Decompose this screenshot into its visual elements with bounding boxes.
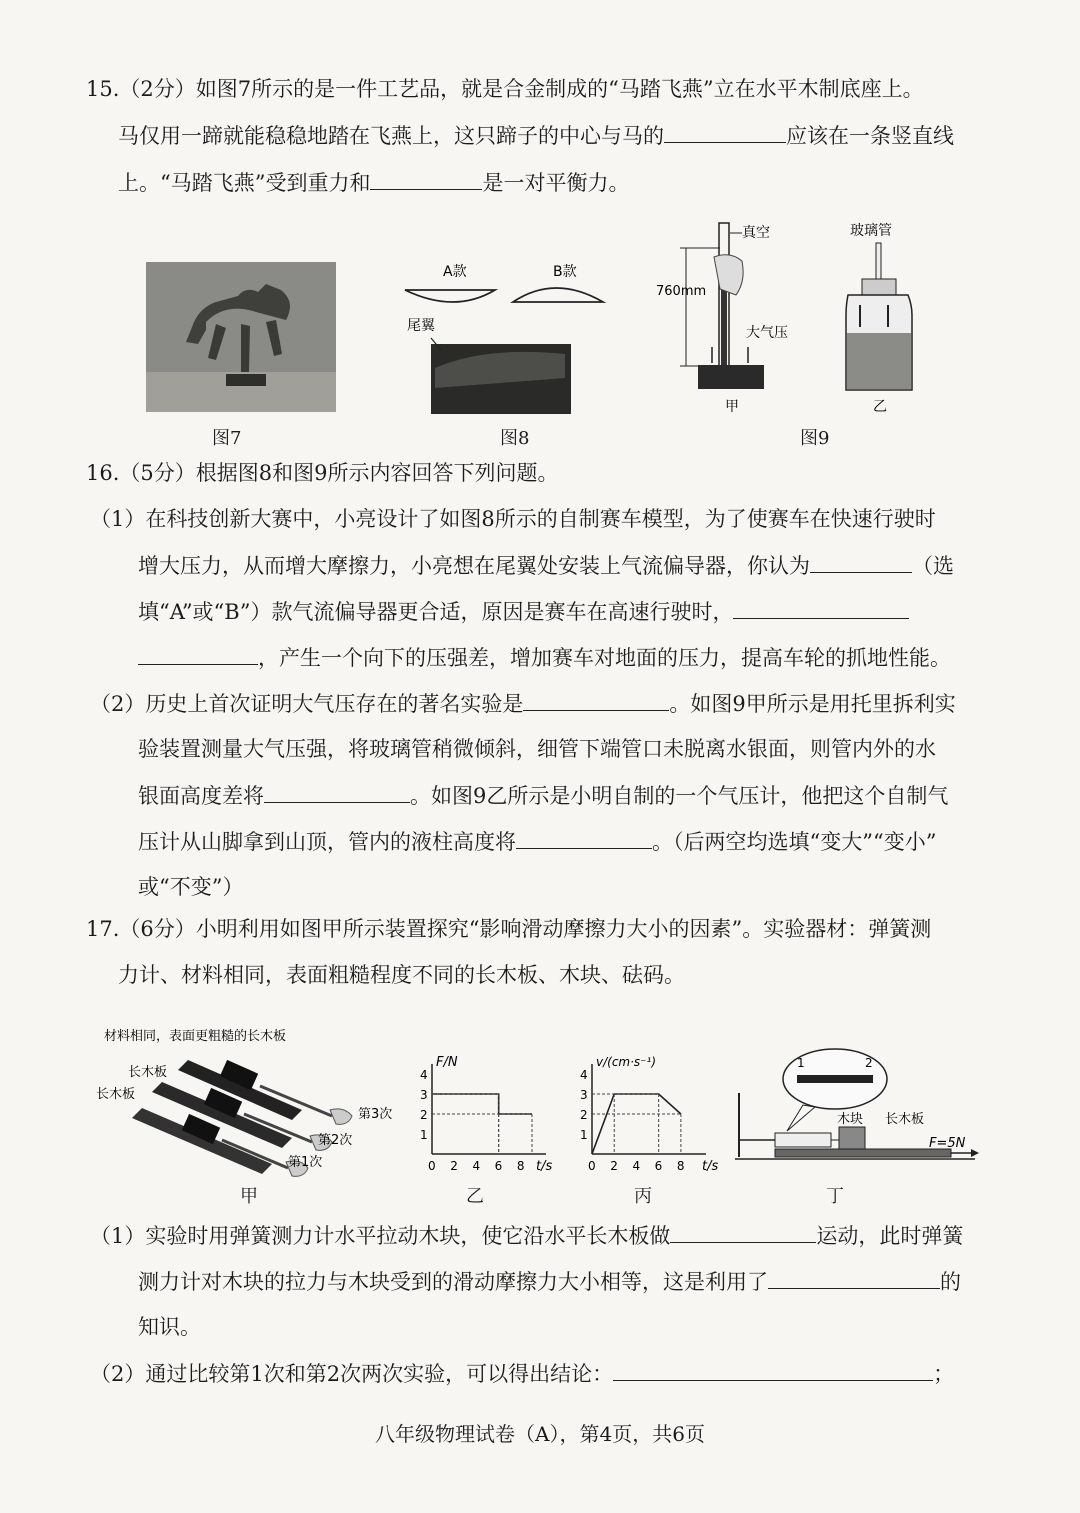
yi-xtick: 8	[516, 1159, 525, 1173]
answer-blank[interactable]	[664, 120, 786, 143]
q16-text: 压计从山脚拿到山顶，管内的液柱高度将	[138, 830, 516, 854]
q17-p1-line1	[90, 1220, 963, 1251]
answer-blank[interactable]	[670, 1220, 816, 1243]
figure8-caption: 图8	[500, 428, 530, 449]
figure7-horse-photo	[146, 262, 336, 412]
label-b: B款	[553, 264, 577, 280]
q16-text: 填“A”或“B”）款气流偏导器更合适，原因是赛车在高速行驶时，	[138, 600, 734, 624]
q16-text: （2）历史上首次证明大气压存在的著名实验是	[90, 692, 524, 716]
bing-ytick: 4	[580, 1068, 588, 1082]
q16-p1-line2	[138, 550, 954, 581]
q17-text: ；	[933, 1362, 955, 1386]
q17-line1: 17.（6分）小明利用如图甲所示装置探究“影响滑动摩擦力大小的因素”。实验器材：弹簧测	[86, 917, 932, 941]
yi-xtick: 6	[494, 1159, 503, 1173]
long-board	[775, 1149, 951, 1157]
label-board-1: 长木板	[128, 1065, 168, 1080]
answer-blank[interactable]	[523, 688, 669, 711]
q16-p1-line3	[138, 596, 909, 627]
q15-line3	[118, 167, 629, 198]
figure-bing-velocity-chart	[570, 1050, 730, 1180]
q16-text: 。如图9甲所示是用托里拆利实	[669, 692, 956, 716]
q16-p2-line3	[138, 780, 948, 811]
q15-text: 马仅用一蹄就能稳稳地踏在飞燕上，这只蹄子的中心与马的	[118, 124, 664, 148]
yi-ytick: 2	[420, 1108, 428, 1122]
q17-text: 运动，此时弹簧	[816, 1224, 964, 1248]
yi-ylabel: F/N	[436, 1055, 458, 1070]
q16-line1: 16.（5分）根据图8和图9所示内容回答下列问题。	[86, 461, 559, 485]
bing-ytick: 3	[580, 1088, 588, 1102]
bing-xtick: 8	[676, 1159, 685, 1173]
yi-xtick: 4	[472, 1159, 481, 1173]
label-force: F=5N	[929, 1136, 966, 1151]
q16-text: 。（后两空均选填“变大”“变小”	[652, 830, 937, 854]
spoiler-a-shape	[405, 290, 495, 302]
yi-xtick: 0	[428, 1159, 436, 1173]
bing-ytick: 1	[580, 1128, 588, 1142]
figure9-caption: 图9	[800, 428, 830, 449]
q17-text: 的	[940, 1270, 961, 1294]
bing-series-line	[592, 1094, 681, 1154]
figure-ding-caption: 丁	[826, 1186, 844, 1207]
answer-blank[interactable]	[810, 550, 912, 573]
yi-xlabel: t/s	[536, 1159, 553, 1174]
bing-ytick: 2	[580, 1108, 588, 1122]
scale-right: 2	[865, 1056, 873, 1070]
q16-p1-line1: （1）在科技创新大赛中，小亮设计了如图8所示的自制赛车模型，为了使赛车在快速行驶时	[90, 507, 936, 531]
label-vacuum: 真空	[742, 225, 770, 241]
q17-text: （1）实验时用弹簧测力计水平拉动木块，使它沿水平长木板做	[90, 1224, 671, 1248]
bing-xtick: 4	[632, 1159, 641, 1173]
mercury-dish	[698, 365, 764, 389]
figure9-barometers	[650, 215, 930, 420]
q15-line2	[118, 120, 954, 151]
q15-text: 应该在一条竖直线	[786, 124, 954, 148]
q16-text: 。如图9乙所示是小明自制的一个气压计，他把这个自制气	[410, 784, 949, 808]
label-glass-tube: 玻璃管	[850, 223, 892, 239]
figure-jia-caption: 甲	[240, 1186, 258, 1207]
q17-line2: 力计、材料相同，表面粗糙程度不同的长木板、木块、砝码。	[118, 963, 685, 987]
answer-blank[interactable]	[264, 780, 410, 803]
q17-p2-line1	[90, 1358, 954, 1389]
yi-series-line	[432, 1094, 532, 1114]
yi-xtick: 2	[450, 1159, 458, 1173]
bing-xlabel: t/s	[702, 1159, 719, 1174]
bing-xtick: 6	[654, 1159, 663, 1173]
q15-text: 上。“马踏飞燕”受到重力和	[118, 171, 371, 195]
label-trial1: 第1次	[288, 1155, 323, 1170]
figure-yi-caption: 乙	[466, 1186, 484, 1207]
label-trial2: 第2次	[318, 1133, 353, 1148]
figure-ding-setup	[735, 1045, 980, 1175]
label-board-2: 长木板	[96, 1087, 136, 1102]
label-yi: 乙	[873, 399, 887, 415]
label-board: 长木板	[885, 1112, 925, 1127]
label-atm: 大气压	[746, 325, 788, 341]
bing-xtick: 2	[610, 1159, 618, 1173]
q17-p1-line3: 知识。	[138, 1315, 201, 1339]
answer-blank[interactable]	[370, 167, 482, 190]
q16-p2-line4	[138, 826, 936, 857]
bing-xtick: 0	[588, 1159, 596, 1173]
label-trial3: 第3次	[358, 1107, 393, 1122]
figure-bing-caption: 丙	[634, 1186, 652, 1207]
page-footer: 八年级物理试卷（A），第4页，共6页	[375, 1422, 705, 1446]
figure-yi-force-chart	[410, 1050, 560, 1180]
answer-blank[interactable]	[733, 596, 909, 619]
bing-ylabel: v/(cm·s⁻¹)	[596, 1055, 657, 1069]
label-a: A款	[443, 264, 467, 280]
q17-text: （2）通过比较第1次和第2次两次实验，可以得出结论：	[90, 1362, 614, 1386]
answer-blank[interactable]	[138, 642, 258, 665]
q16-p2-line5: 或“不变”）	[138, 875, 244, 899]
spring-scale	[775, 1133, 831, 1147]
q16-p1-line4	[138, 642, 951, 673]
q15-line1: 15.（2分）如图7所示的是一件工艺品，就是合金制成的“马踏飞燕”立在水平木制底座上。	[86, 77, 924, 101]
figure-jia-friction-setup	[92, 1020, 393, 1210]
answer-blank[interactable]	[613, 1358, 933, 1381]
scale-left: 1	[797, 1056, 805, 1070]
block	[839, 1127, 865, 1149]
label-760mm: 760mm	[656, 284, 707, 299]
label-rough-board: 材料相同，表面更粗糙的长木板	[104, 1029, 287, 1044]
q17-p1-line2	[138, 1266, 961, 1297]
figure7-caption: 图7	[212, 428, 242, 449]
q17-text: 测力计对木块的拉力与木块受到的滑动摩擦力大小相等，这是利用了	[138, 1270, 768, 1294]
figure8-spoilers	[395, 258, 625, 418]
yi-ytick: 1	[420, 1128, 428, 1142]
answer-blank[interactable]	[768, 1266, 940, 1289]
yi-ytick: 3	[420, 1088, 428, 1102]
spoiler-b-shape	[513, 288, 603, 302]
q16-p2-line1	[90, 688, 956, 719]
q16-text: ，产生一个向下的压强差，增加赛车对地面的压力，提高车轮的抓地性能。	[258, 646, 951, 670]
label-block: 木块	[837, 1112, 864, 1127]
q16-text: 银面高度差将	[138, 784, 264, 808]
q16-text: （选	[912, 554, 954, 578]
answer-blank[interactable]	[516, 826, 652, 849]
label-wing: 尾翼	[407, 318, 435, 334]
q15-text: 是一对平衡力。	[482, 171, 630, 195]
q16-text: 增大压力，从而增大摩擦力，小亮想在尾翼处安装上气流偏导器，你认为	[138, 554, 810, 578]
label-jia: 甲	[725, 399, 739, 415]
q16-p2-line2: 验装置测量大气压强，将玻璃管稍微倾斜，细管下端管口未脱离水银面，则管内外的水	[138, 737, 936, 761]
yi-ytick: 4	[420, 1068, 428, 1082]
hand-icon	[330, 1109, 352, 1124]
